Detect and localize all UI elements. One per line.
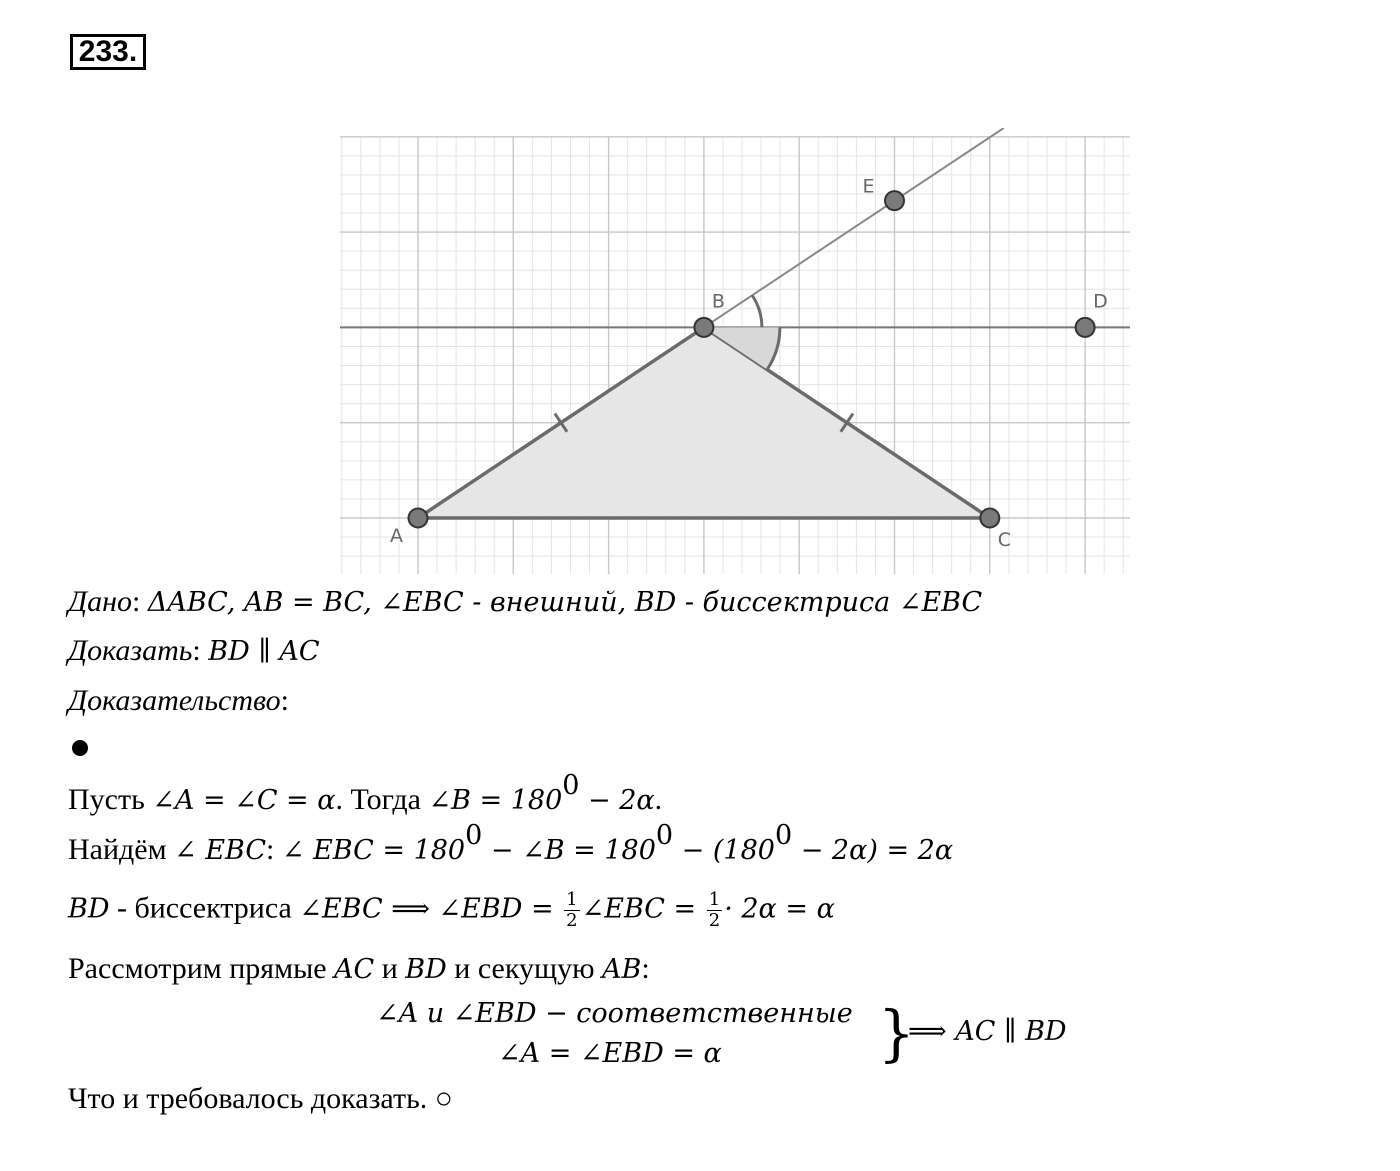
fraction-half-1: $\frac{1}{2}$	[566, 889, 578, 931]
point-a	[409, 509, 428, 528]
proof-label-line: Доказательство:	[68, 684, 289, 717]
proof-label: Доказательство	[68, 684, 281, 717]
point-e	[885, 191, 904, 210]
ray-be	[704, 128, 1004, 327]
problem-number: 233.	[70, 34, 146, 70]
point-label-e: E	[862, 175, 875, 198]
angle-ebd-arc	[752, 295, 762, 327]
system-result: ⟹ AC ∥ BD	[908, 1016, 1067, 1047]
given-label: Дано	[68, 585, 132, 618]
point-b	[694, 318, 713, 337]
proof-line-1: Пусть ∠A = ∠C = α. Тогда ∠B = $180^0 - 2\alpha$.	[68, 770, 663, 816]
system-row-2: ∠A = ∠EBD = α	[498, 1038, 722, 1069]
prove-content: BD ∥ AC	[208, 636, 320, 667]
given-line: Дано: ΔABC, AB = BC, ∠EBC - внешний, BD - биссектриса ∠EBC	[68, 585, 983, 618]
prove-line: Доказать: BD ∥ AC	[68, 634, 320, 667]
proof-line-4: Рассмотрим прямые AC и BD и секущую AB:	[68, 952, 650, 985]
proof-line-3: BD - биссектриса ∠EBC ⟹ ∠EBD = $\frac{1}{2}$ ∠EBC = $\frac{1}{2}$ · 2α = α	[68, 889, 835, 931]
geometry-figure	[340, 128, 1130, 574]
fraction-half-2: $\frac{1}{2}$	[708, 889, 721, 931]
point-label-d: D	[1093, 290, 1108, 313]
point-d	[1076, 318, 1095, 337]
point-label-a: A	[390, 525, 403, 547]
right-brace-icon: }	[878, 997, 915, 1069]
conclusion-line: Что и требовалось доказать. ○	[68, 1082, 453, 1115]
proof-line-2: Найдём ∠ EBC: ∠ EBC = $180^0$ − ∠B = $180^0 - (180^0 - 2\alpha) = 2\alpha$	[68, 820, 954, 866]
prove-label: Доказать	[68, 634, 193, 667]
point-label-c: C	[997, 529, 1012, 551]
bullet-icon	[72, 740, 88, 756]
given-content: ΔABC, AB = BC, ∠EBC - внешний, BD - биссектриса ∠EBC	[147, 587, 983, 618]
point-c	[980, 509, 999, 528]
system-row-1: ∠A и ∠EBD − соответственные	[376, 998, 853, 1029]
point-label-b: B	[711, 290, 725, 313]
